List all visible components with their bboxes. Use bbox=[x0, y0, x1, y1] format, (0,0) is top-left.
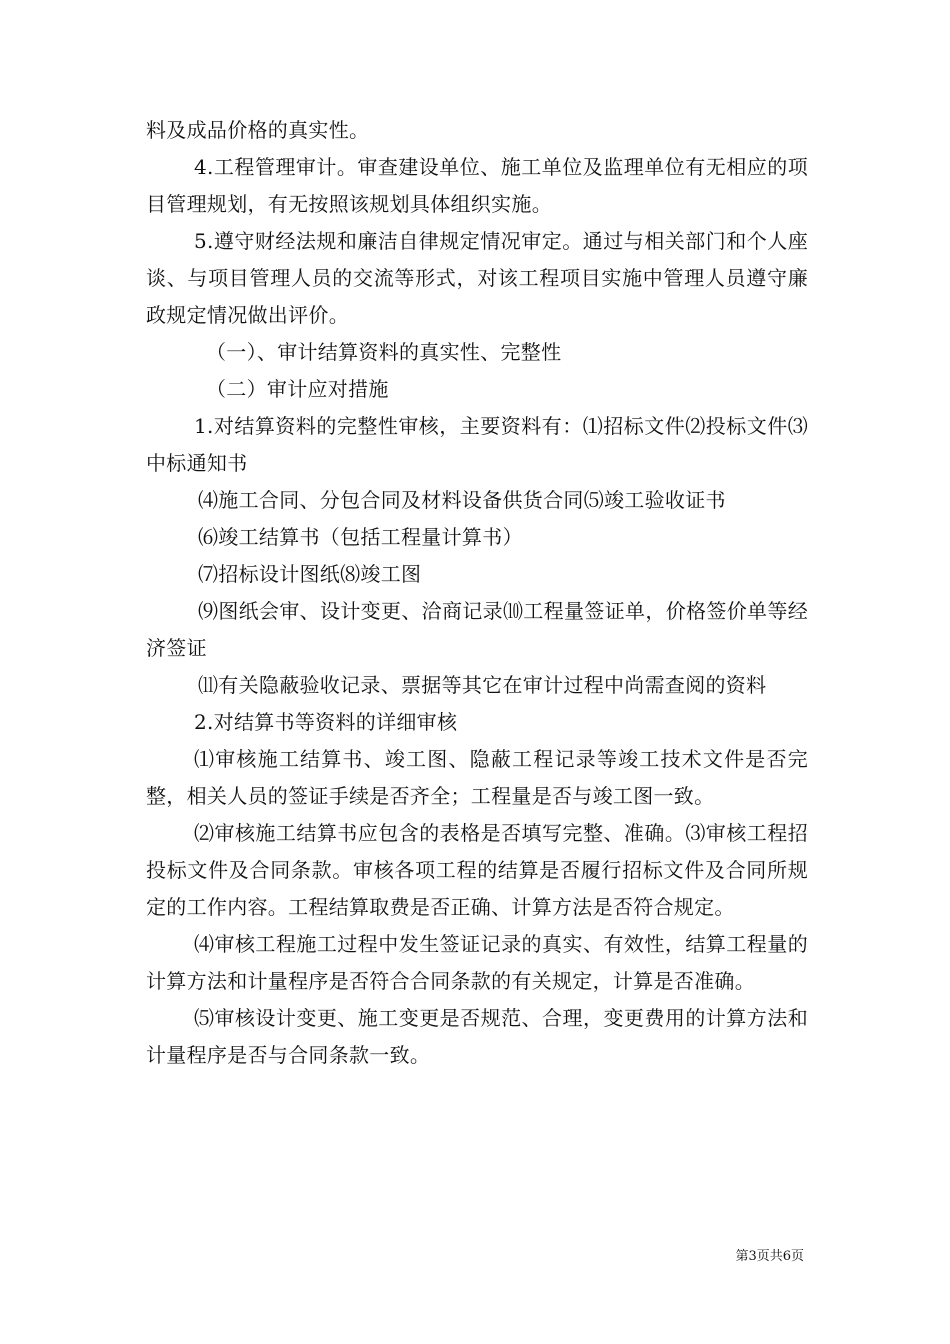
page-number-footer: 第3页共6页 bbox=[735, 1249, 804, 1264]
list-item-7-8: ⑺招标设计图纸⑻竣工图 bbox=[198, 562, 422, 586]
paragraph-4: 1.对结算资料的完整性审核，主要资料有：⑴招标文件⑵投标文件⑶中标通知书 bbox=[146, 414, 808, 475]
review-item-5: ⑸审核设计变更、施工变更是否规范、合理，变更费用的计算方法和计量程序是否与合同条款一致。 bbox=[146, 1006, 808, 1067]
paragraph-5: 2.对结算书等资料的详细审核 bbox=[194, 710, 458, 734]
list-item-4-5: ⑷施工合同、分包合同及材料设备供货合同⑸竣工验收证书 bbox=[198, 488, 726, 512]
list-item-6: ⑹竣工结算书（包括工程量计算书） bbox=[198, 525, 523, 549]
list-item-9-10: ⑼图纸会审、设计变更、洽商记录⑽工程量签证单，价格签价单等经济签证 bbox=[146, 599, 808, 660]
paragraph-1: 料及成品价格的真实性。 bbox=[146, 118, 370, 142]
section-heading-2: （二）审计应对措施 bbox=[206, 377, 389, 401]
section-heading-1: （一）、审计结算资料的真实性、完整性 bbox=[206, 340, 562, 364]
document-body bbox=[146, 112, 808, 1074]
review-item-2-3: ⑵审核施工结算书应包含的表格是否填写完整、准确。⑶审核工程招投标文件及合同条款。审核各项工程的结算是否履行招标文件及合同所规定的工作内容。工程结算取费是否正确、计算方法是否符合规定。 bbox=[146, 821, 808, 919]
review-item-1: ⑴审核施工结算书、竣工图、隐蔽工程记录等竣工技术文件是否完整，相关人员的签证手续是否齐全；工程量是否与竣工图一致。 bbox=[146, 747, 808, 808]
paragraph-3: 5.遵守财经法规和廉洁自律规定情况审定。通过与相关部门和个人座谈、与项目管理人员的交流等形式，对该工程项目实施中管理人员遵守廉政规定情况做出评价。 bbox=[146, 229, 808, 327]
paragraph-2: 4.工程管理审计。审查建设单位、施工单位及监理单位有无相应的项目管理规划，有无按照该规划具体组织实施。 bbox=[146, 155, 808, 216]
review-item-4: ⑷审核工程施工过程中发生签证记录的真实、有效性，结算工程量的计算方法和计量程序是否符合合同条款的有关规定，计算是否准确。 bbox=[146, 932, 808, 993]
list-item-11: ⑾有关隐蔽验收记录、票据等其它在审计过程中尚需查阅的资料 bbox=[198, 673, 767, 697]
